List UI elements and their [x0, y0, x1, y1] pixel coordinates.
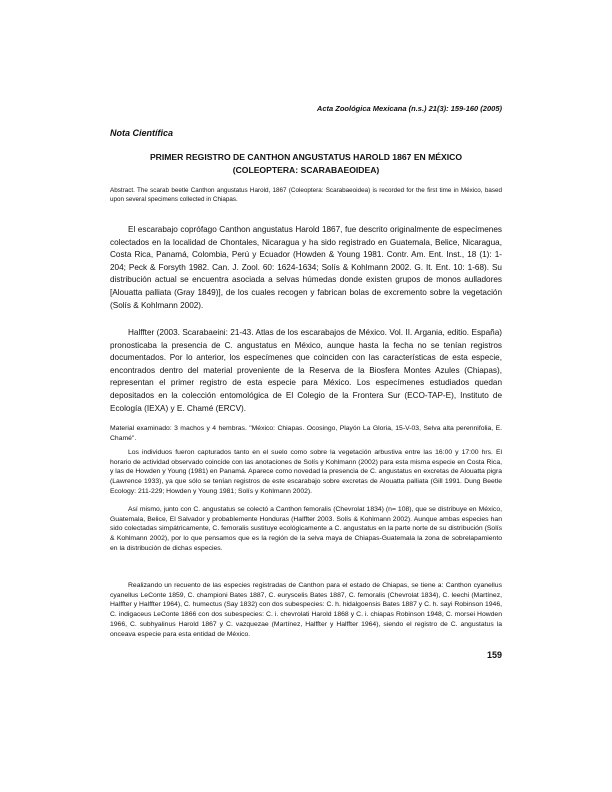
paragraph-1: El escarabajo coprófago Canthon angustatus Harold 1867, fue descrito originalmente de especímenes colectados en la localidad de Chontales, Nicaragua y ha sido registrado en Guatemala, Belice, Nicaragua, Costa Rica, Panamá, Colombia, Perú y Ecuador (Howden & Young 1981. Contr. Am. Ent. Inst., 18 (1): 1-204; Peck & Forsyth 1982. Can. J. Zool. 60: 1624-1634; Solís & Kohlmann 2002. G. It. Ent. 10: 1-68). Su distribución actual se encuentra asociada a selvas húmedas donde existen grupos de monos aulladores [Alouatta palliata (Gray 1849)], de los cuales recogen y fabrican bolas de excremento sobre la vegetación (Solís & Kohlmann 2002).	[110, 225, 502, 310]
material-examined: Material examinado: 3 machos y 4 hembras. "México: Chiapas. Ocosingo, Playón La Gloria, 15-V-03, Selva alta perennifolia, E. Chamé".	[110, 425, 502, 442]
title-line-1: PRIMER REGISTRO DE CANTHON ANGUSTATUS HAROLD 1867 EN MÉXICO	[149, 152, 463, 162]
paragraph-4: Los individuos fueron capturados tanto en el suelo como sobre la vegetación arbustiva entre las 16:00 y 17:00 hrs. El horario de actividad observado coincide con las anotaciones de Solís y Kohlmann (2002) para esta misma especie en Costa Rica, y las de Howden y Young (1981) en Panamá. Aparece como novedad la presencia de C. angustatus en excretas de Alouatta pigra (Lawrence 1933), ya que sólo se tenían registros de este escarabajo sobre excretas de Alouatta palliata (Gill 1991. Dung Beetle Ecology: 211-229; Howden y Young 1981; Solís y Kohlmann 2002).	[110, 449, 502, 495]
paragraph-6: Realizando un recuento de las especies registradas de Canthon para el estado de Chiapas, se tiene a: Canthon cyanellus cyanellus LeConte 1859, C. championi Bates 1887, C. euryscelis Bates 1887, C. femoralis (Chevrolat 1834), C. leechi (Martínez, Halffter y Halffter 1964), C. humectus (Say 1832) con dos subespecies: C. h. hidalgoensis Bates 1887 y C. h. sayi Robinson 1946, C. indigaceus LeConte 1866 con dos subespecies: C. i. chevrolati Harold 1868 y C. i. chiapas Robinson 1948, C. morsei Howden 1966, C. subhyalinus Harold 1867 y C. vazquezae (Martínez, Halffter y Halffter 1964), siendo el registro de C. angustatus la onceava especie para esta entidad de México.	[110, 582, 502, 638]
paragraph-5: Así mismo, junto con C. angustatus se colectó a Canthon femoralis (Chevrolat 1834) (n= 108), que se distribuye en México, Guatemala, Belice, El Salvador y probablemente Honduras (Halffter 2003. Solís & Kohlmann 2002). Aunque ambas especies han sido colectadas simpátricamente, C. femoralis sustituye ecológicamente a C. angustatus en la parte norte de su distribución (Solís & Kohlmann 2002), por lo que pensamos que es la región de la selva maya de Chiapas-Guatemala la zona de sobrelapamiento en la distribución de dichas especies.	[110, 506, 502, 552]
abstract: Abstract. The scarab beetle Canthon angustatus Harold, 1867 (Coleoptera: Scarabaeoidea) is recorded for the first time in México, based upon several specimens collected in Chiapas.	[110, 187, 502, 203]
title-line-2: (COLEOPTERA: SCARABAEOIDEA)	[232, 165, 380, 175]
section-label: Nota Científica	[110, 128, 174, 138]
page-number: 159	[486, 650, 502, 660]
journal-citation: Acta Zoológica Mexicana (n.s.) 21(3): 159-160 (2005)	[316, 104, 502, 113]
article-title	[110, 151, 502, 177]
paragraph-2: Halffter (2003. Scarabaeini: 21-43. Atlas de los escarabajos de México. Vol. II. Argania, editio. España) pronosticaba la presencia de C. angustatus en México, aunque hasta la fecha no se tenían registros documentados. Por lo anterior, los especímenes que coinciden con las características de esta especie, encontrados dentro del material proveniente de la Reserva de la Biosfera Montes Azules (Chiapas), representan el primer registro de esta especie para México. Los especímenes estudiados quedan depositados en la colección entomológica de El Colegio de la Frontera Sur (ECO-TAP-E), Instituto de Ecología (IEXA) y E. Chamé (ERCV).	[110, 328, 502, 413]
